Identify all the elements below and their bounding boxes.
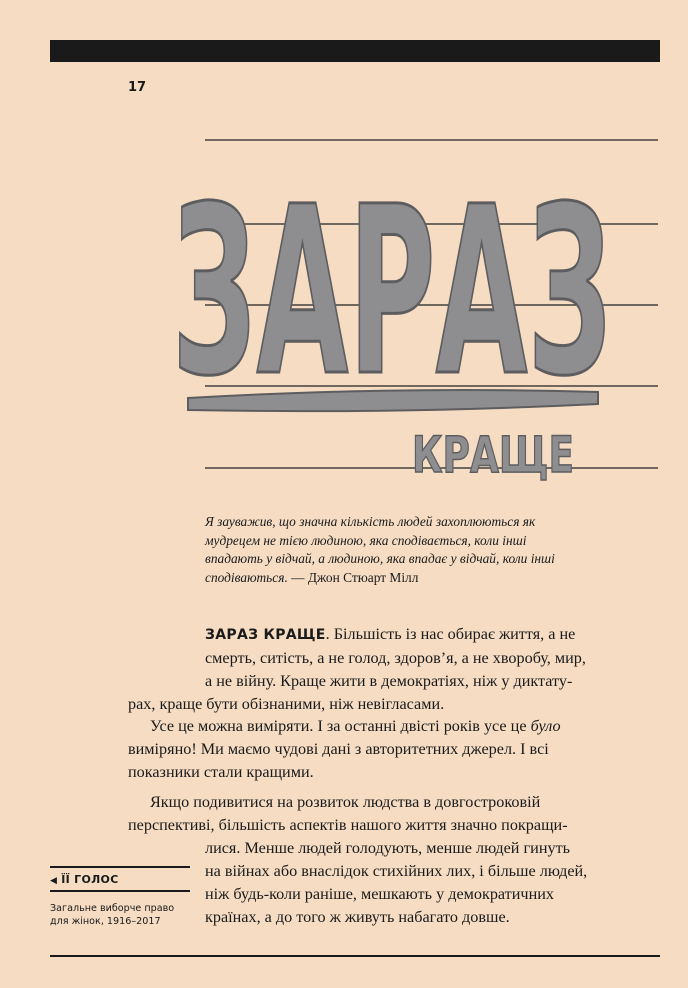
sidebar-caption — [50, 902, 190, 928]
body-line: показники стали кращими. — [128, 763, 314, 781]
body-line: лися. Менше людей голодують, менше людей гинуть — [205, 839, 571, 857]
sidebar-note — [50, 866, 190, 928]
epigraph-line: впадають у відчай, а людиною, яка впадає у відчай, коли інші — [205, 551, 555, 566]
page-number: 17 — [128, 80, 147, 95]
lead-in: ЗАРАЗ КРАЩЕ — [205, 627, 326, 643]
sidebar-label-text: ЇЇ ГОЛОС — [61, 873, 119, 886]
bottom-rule — [50, 955, 660, 957]
hero-title: ЗАРАЗ — [172, 157, 612, 427]
epigraph — [205, 513, 665, 587]
epigraph-line — [205, 569, 665, 588]
body-emphasis: було — [530, 717, 561, 735]
body-line: смерть, ситість, а не голод, здоров’я, а не хворобу, мир, — [205, 649, 586, 667]
sidebar-label — [50, 868, 190, 890]
body-paragraph-3 — [128, 791, 668, 929]
epigraph-end: сподіваються. — [205, 569, 288, 585]
epigraph-line: Я зауважив, що значна кількість людей захоплюються як — [205, 514, 536, 529]
epigraph-line: мудрецем не тією людиною, яка сподівається, коли інші — [205, 532, 527, 548]
body-paragraph-1 — [128, 623, 668, 716]
body-line: рах, краще бути обізнаними, ніж невігласами. — [128, 695, 445, 713]
hero-subtitle: КРАЩЕ — [412, 426, 574, 484]
body-line: Усе це можна виміряти. І за останні двісті років усе це — [150, 717, 531, 735]
caption-line: Загальне виборче право — [50, 902, 175, 914]
triangle-left-icon: ◀ — [50, 876, 58, 886]
body-line: країнах, а до того ж живуть набагато довше. — [205, 908, 510, 926]
body-line: а не війну. Краще жити в демократіях, ніж у диктату- — [205, 672, 573, 690]
body-line: на війнах або внаслідок стихійних лих, і більше людей, — [205, 862, 588, 880]
body-line: ніж будь-коли раніше, мешкають у демократичних — [205, 885, 554, 903]
epigraph-attribution: — Джон Стюарт Мілл — [287, 569, 419, 585]
body-line: Якщо подивитися на розвиток людства в довгостроковій — [150, 793, 541, 811]
body-paragraph-2 — [128, 715, 668, 784]
body-line: . Більшість із нас обирає життя, а не — [325, 625, 576, 643]
body-line: перспективі, більшість аспектів нашого життя значно покращи- — [128, 816, 568, 834]
sidebar-rule — [50, 890, 190, 892]
caption-line: для жінок, 1916–2017 — [50, 915, 161, 927]
body-line: виміряно! Ми маємо чудові дані з авторитетних джерел. І всі — [128, 740, 549, 758]
